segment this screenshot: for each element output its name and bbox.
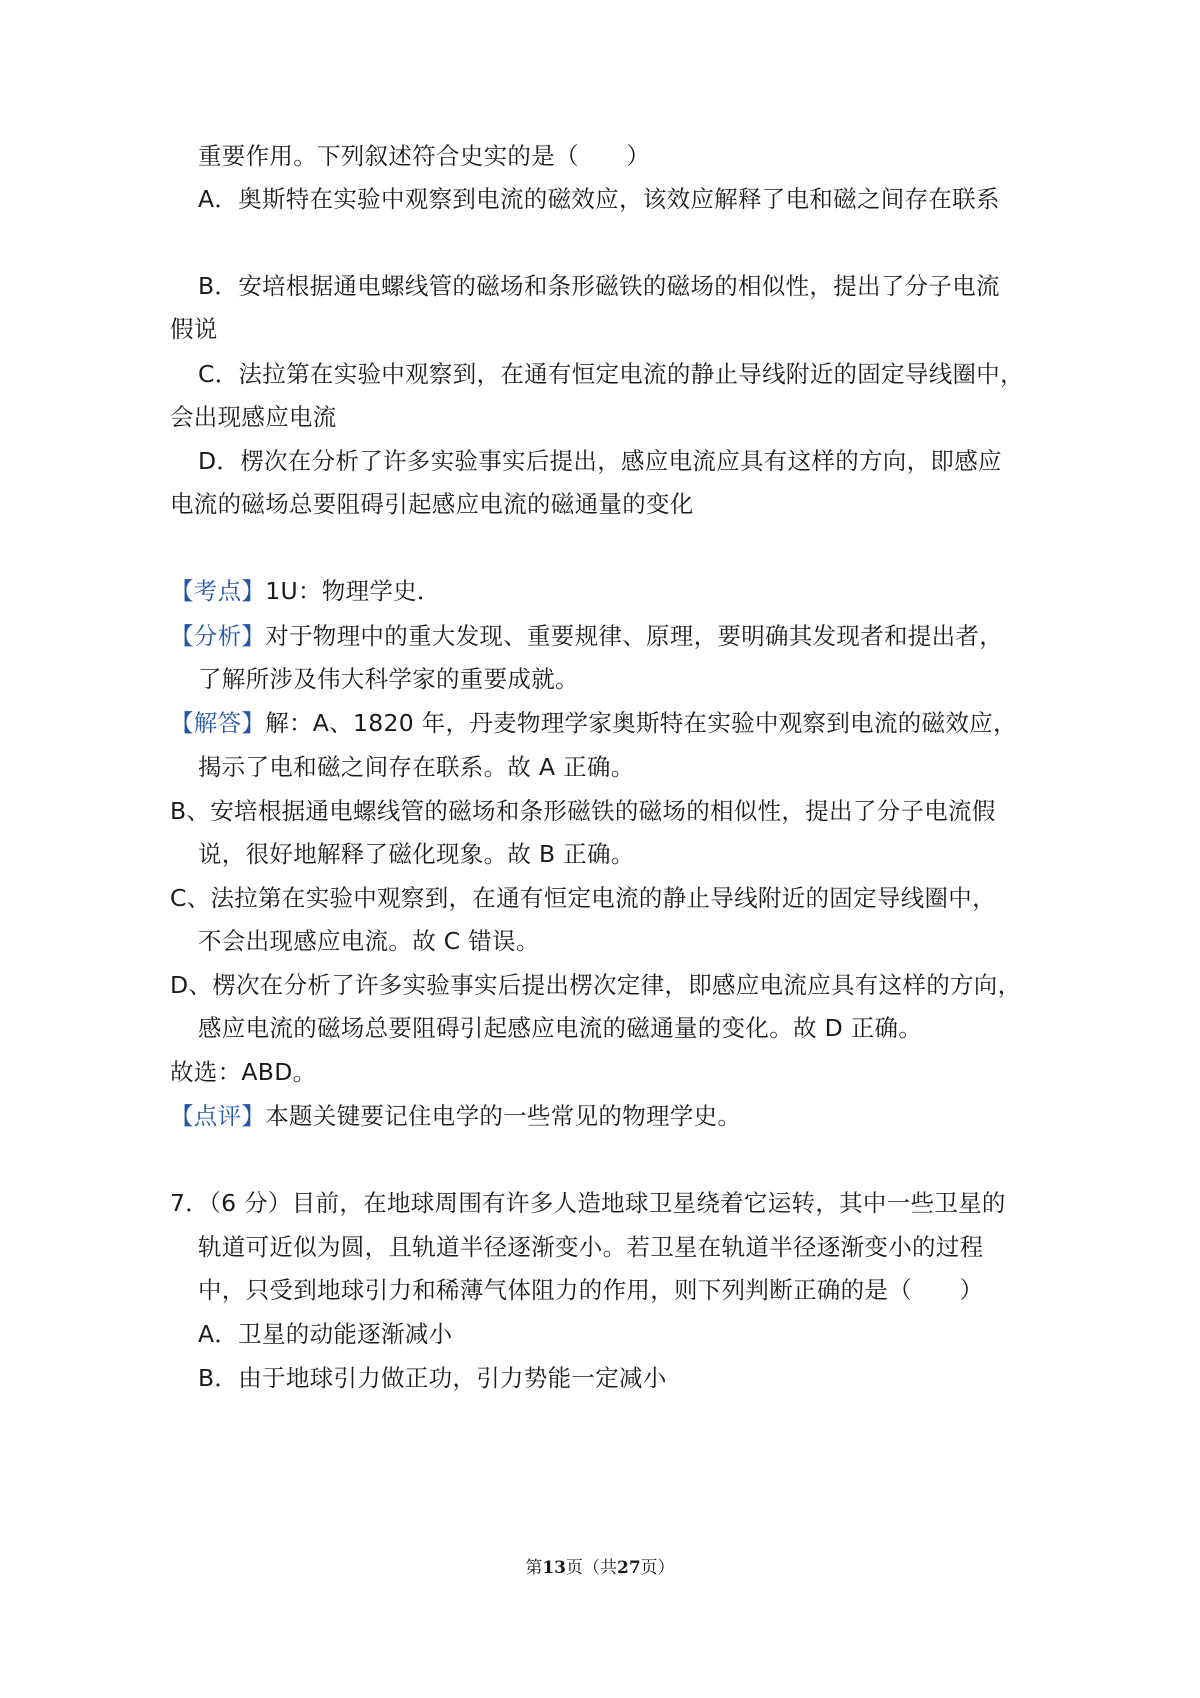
solution-b-line1: B、安培根据通电螺线管的磁场和条形磁铁的磁场的相似性，提出了分子电流假 [170,797,996,825]
q6-option-c-line2: 会出现感应电流 [170,403,337,431]
page-footer [0,1553,1200,1578]
current-page-number: 13 [542,1558,566,1578]
q6-option-b-line1: B．安培根据通电螺线管的磁场和条形磁铁的磁场的相似性，提出了分子电流 [198,272,1000,300]
kaodian-tag: 【考点】 [170,577,266,605]
q6-option-c-line1: C．法拉第在实验中观察到，在通有恒定电流的静止导线附近的固定导线圈中， [198,360,1024,388]
solution-c-line2: 不会出现感应电流。故 C 错误。 [198,927,540,955]
kaodian-section [170,576,441,606]
footer-suffix: 页） [640,1558,675,1578]
jieda-text-line2: 揭示了电和磁之间存在联系。故 A 正确。 [198,753,635,781]
dianping-tag: 【点评】 [170,1102,266,1130]
answer: 故选：ABD。 [170,1058,317,1086]
footer-middle: 页（共 [566,1558,617,1578]
q7-option-b: B．由于地球引力做正功，引力势能一定减小 [198,1364,667,1392]
solution-d-line1: D、楞次在分析了许多实验事实后提出楞次定律，即感应电流应具有这样的方向， [170,971,1022,999]
dianping-section [170,1101,741,1131]
fenxi-section [170,621,1003,651]
q6-option-b-line2: 假说 [170,315,218,343]
q6-option-d-line1: D．楞次在分析了许多实验事实后提出，感应电流应具有这样的方向，即感应 [198,447,1002,475]
solution-b-line2: 说，很好地解释了磁化现象。故 B 正确。 [198,840,635,868]
solution-c-line1: C、法拉第在实验中观察到，在通有恒定电流的静止导线附近的固定导线圈中， [170,884,996,912]
solution-d-line2: 感应电流的磁场总要阻碍引起感应电流的磁通量的变化。故 D 正确。 [198,1014,923,1042]
q7-stem-line2: 轨道可近似为圆，且轨道半径逐渐变小。若卫星在轨道半径逐渐变小的过程 [198,1233,984,1261]
kaodian-text: 1U：物理学史． [265,577,441,605]
jieda-text-line1: 解：A、1820 年，丹麦物理学家奥斯特在实验中观察到电流的磁效应， [265,709,1017,737]
q6-option-d-line2: 电流的磁场总要阻碍引起感应电流的磁通量的变化 [170,490,694,518]
fenxi-tag: 【分析】 [170,622,266,650]
q7-stem-line3: 中，只受到地球引力和稀薄气体阻力的作用，则下列判断正确的是（ ） [198,1276,984,1304]
q6-stem-tail: 重要作用。下列叙述符合史实的是（ ） [198,142,651,170]
jieda-tag: 【解答】 [170,709,266,737]
fenxi-text-line1: 对于物理中的重大发现、重要规律、原理，要明确其发现者和提出者， [265,622,1004,650]
q7-stem-line1: 7．（6 分）目前，在地球周围有许多人造地球卫星绕着它运转，其中一些卫星的 [170,1189,1006,1217]
q6-option-a: A．奥斯特在实验中观察到电流的磁效应，该效应解释了电和磁之间存在联系 [198,185,1000,213]
dianping-text: 本题关键要记住电学的一些常见的物理学史。 [265,1102,742,1130]
jieda-section [170,708,1017,738]
q7-option-a: A．卫星的动能逐渐减小 [198,1320,453,1348]
footer-prefix: 第 [525,1558,543,1578]
total-page-count: 27 [617,1558,641,1578]
fenxi-text-line2: 了解所涉及伟大科学家的重要成就。 [198,665,579,693]
